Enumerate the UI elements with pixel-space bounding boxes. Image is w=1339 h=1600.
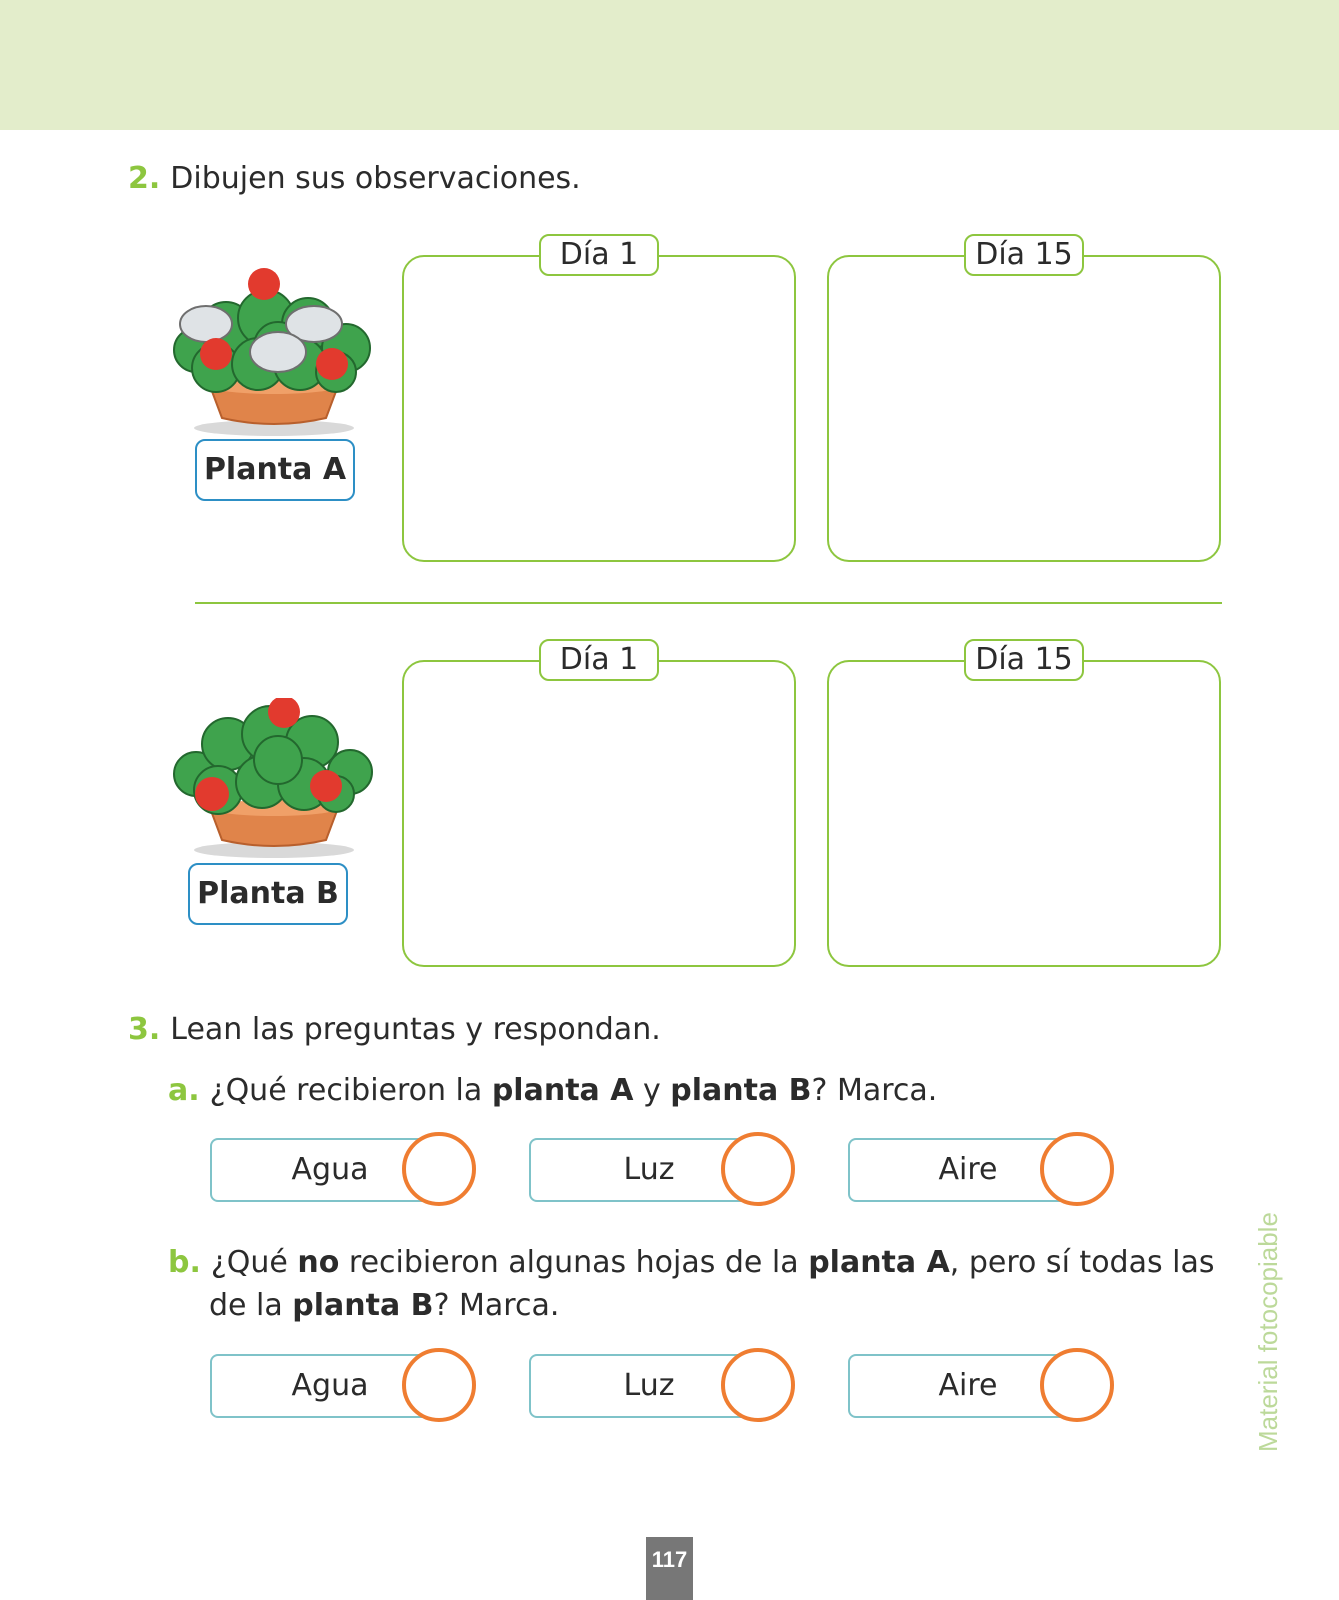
option-label: Aire [938,1152,998,1187]
question-3b-text-line2-end: ? Marca. [433,1288,560,1323]
q3a-luz-checkbox[interactable] [721,1132,795,1206]
question-3b-bold-no: no [297,1245,340,1280]
q3a-option-aire[interactable] [848,1130,1118,1210]
q3b-option-agua[interactable] [210,1346,480,1426]
question-3b-text-mid: recibieron algunas hojas de la [339,1245,809,1280]
question-3b-text-line2: de la [209,1288,293,1323]
question-3b-line-1 [168,1245,1215,1281]
question-3b-bold-plant-b: planta B [292,1288,434,1323]
q3a-agua-checkbox[interactable] [402,1132,476,1206]
q3b-agua-checkbox[interactable] [402,1348,476,1422]
plant-b-day15-tab: Día 15 [964,639,1084,681]
question-2-number: 2. [128,161,161,196]
plant-b-label: Planta B [188,863,348,925]
q3a-option-luz[interactable] [529,1130,799,1210]
question-3b-text-end: , pero sí todas las [949,1245,1215,1280]
q3b-option-luz[interactable] [529,1346,799,1426]
question-3b-line-2 [209,1288,559,1324]
option-label: Luz [623,1368,675,1403]
question-3 [128,1012,661,1048]
q3a-aire-checkbox[interactable] [1040,1132,1114,1206]
plant-a-day1-tab: Día 1 [539,234,659,276]
option-label: Agua [291,1152,369,1187]
plant-b-illustration [166,698,386,860]
q3b-aire-checkbox[interactable] [1040,1348,1114,1422]
option-label: Agua [291,1368,369,1403]
question-3a-text-end: ? Marca. [811,1073,938,1108]
option-label: Luz [623,1152,675,1187]
question-3a-text: ¿Qué recibieron la [209,1073,492,1108]
section-divider [195,602,1222,604]
question-3-text: Lean las preguntas y respondan. [170,1012,661,1047]
q3b-luz-checkbox[interactable] [721,1348,795,1422]
plant-a-day15-tab: Día 15 [964,234,1084,276]
question-3-number: 3. [128,1012,161,1047]
question-3a-bold-plant-a: planta A [491,1073,634,1108]
question-2-text: Dibujen sus observaciones. [170,161,581,196]
q3a-option-agua[interactable] [210,1130,480,1210]
page-number: 117 [646,1537,693,1600]
question-3a-letter: a. [168,1073,200,1108]
plant-a-day15-drawing-box[interactable] [827,255,1221,562]
question-3b-letter: b. [168,1245,201,1280]
plant-b-day1-drawing-box[interactable] [402,660,796,967]
option-label: Aire [938,1368,998,1403]
plant-a-day1-drawing-box[interactable] [402,255,796,562]
side-note-photocopiable: Material fotocopiable [1253,1212,1283,1452]
question-2 [128,161,581,197]
question-3a-text-and: y [633,1073,671,1108]
header-band [0,0,1339,130]
question-3b-text: ¿Qué [210,1245,298,1280]
plant-a-illustration [166,268,386,440]
question-3a [168,1073,937,1109]
plant-a-label: Planta A [195,439,355,501]
plant-b-day15-drawing-box[interactable] [827,660,1221,967]
question-3a-bold-plant-b: planta B [670,1073,812,1108]
plant-b-day1-tab: Día 1 [539,639,659,681]
question-3b-bold-plant-a: planta A [808,1245,950,1280]
q3b-option-aire[interactable] [848,1346,1118,1426]
